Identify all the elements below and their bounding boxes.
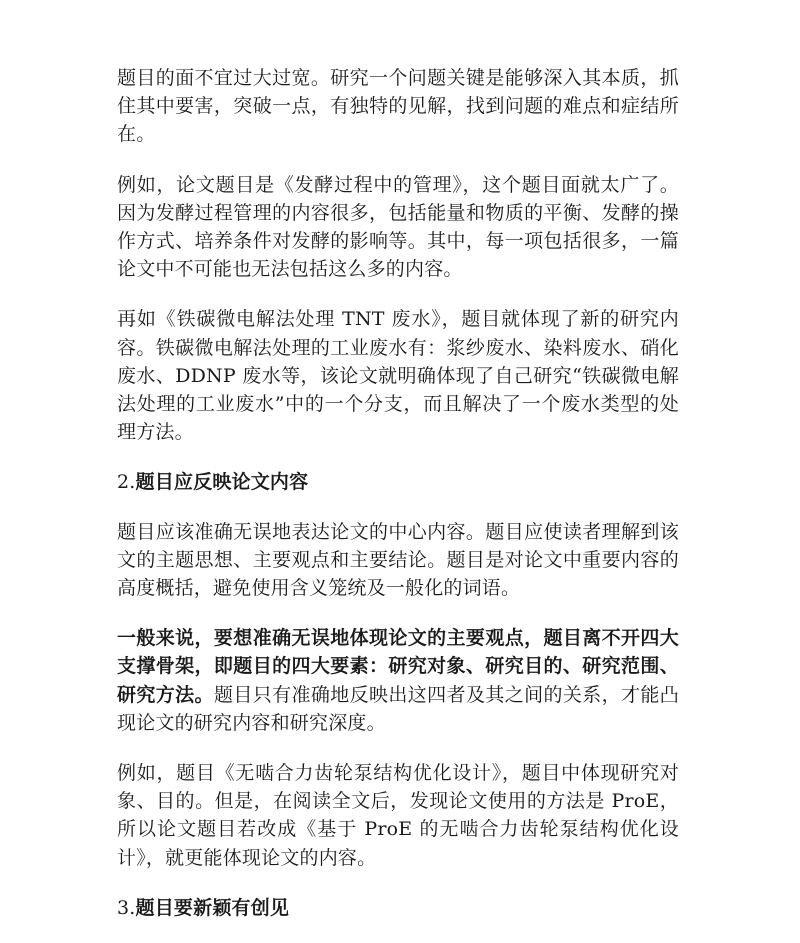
section-title: 题目应反映论文内容 — [135, 471, 309, 494]
document-page — [117, 64, 679, 943]
paragraph-example-gear-pump: 例如，题目《无啮合力齿轮泵结构优化设计》，题目中体现研究对象、目的。但是，在阅读全文后，发现论文使用的方法是 ProE，所以论文题目若改成《基于 ProE 的无啮合力齿轮泵结构优化设计》，就更能体现论文的内容。 — [117, 762, 679, 869]
paragraph-example-fermentation: 例如，论文题目是《发酵过程中的管理》，这个题目面就太广了。因为发酵过程管理的内容很多，包括能量和物质的平衡、发酵的操作方式、培养条件对发酵的影响等。其中，每一项包括很多，一篇论文中不可能也无法包括这么多的内容。 — [117, 173, 679, 281]
paragraph-scope: 题目的面不宜过大过宽。研究一个问题关键是能够深入其本质，抓住其中要害，突破一点，有独特的见解，找到问题的难点和症结所在。 — [117, 67, 679, 146]
section-number: 3. — [117, 896, 136, 919]
paragraph-text: 题目只有准确地反映出这四者及其之间的关系，才能凸现论文的研究内容和研究深度。 — [117, 683, 679, 734]
section-number: 2. — [117, 471, 136, 494]
bold-emphasis: 一般来说，要想准确无误地体现论文的主要观点，题目离不开四大支撑骨架，即题目的四大要素：研究对象、研究目的、研究范围、研究方法。 — [117, 627, 679, 706]
section-title: 题目要新颖有创见 — [135, 896, 290, 919]
paragraph-content: 题目应该准确无误地表达论文的中心内容。题目应使读者理解到该文的主题思想、主要观点和主要结论。题目是对论文中重要内容的高度概括，避免使用含义笼统及一般化的词语。 — [117, 520, 679, 600]
section-heading-2 — [117, 468, 679, 496]
paragraph-example-tnt: 再如《铁碳微电解法处理 TNT 废水》，题目就体现了新的研究内容。铁碳微电解法处理的工业废水有：浆纱废水、染料废水、硝化废水、DDNP 废水等，该论文就明确体现了自己研究“铁碳微电解法处理的工业废水”中的一个分支，而且解决了一个废水类型的处理方法。 — [117, 308, 679, 444]
paragraph-four-elements — [117, 624, 679, 737]
section-heading-3 — [117, 894, 679, 922]
